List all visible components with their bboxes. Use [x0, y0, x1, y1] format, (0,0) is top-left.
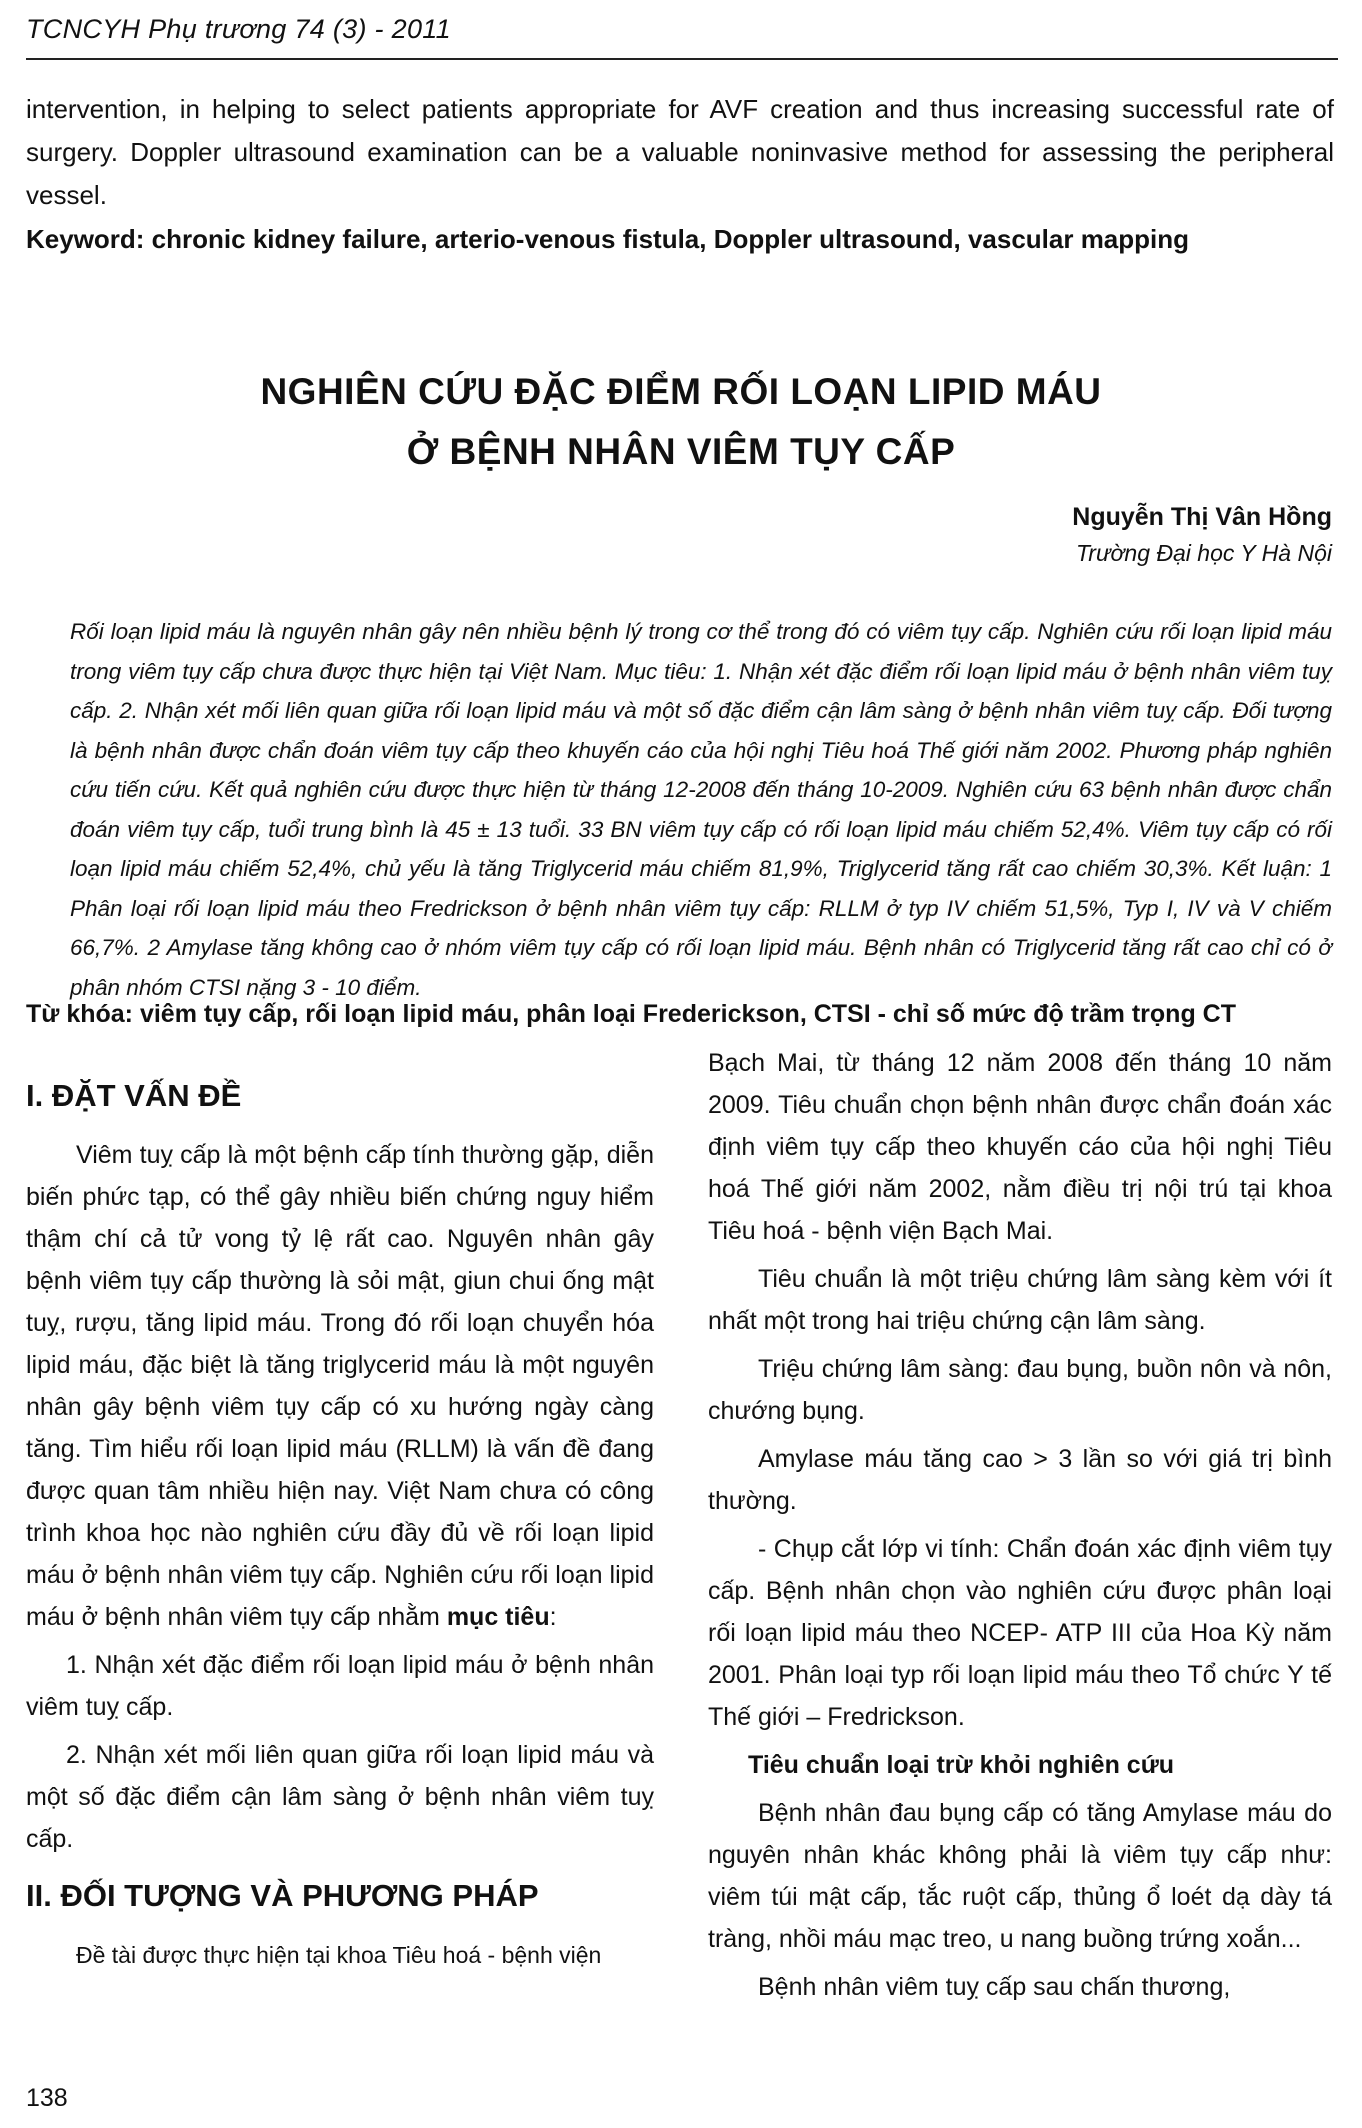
- previous-article-abstract-end: [26, 88, 1334, 217]
- body-paragraph: Bạch Mai, từ tháng 12 năm 2008 đến tháng 10 năm 2009. Tiêu chuẩn chọn bệnh nhân được chẩn đoán xác định viêm tụy cấp theo khuyến cáo của hội nghị Tiêu hoá Thế giới năm 2002, nằm điều trị nội trú tại khoa Tiêu hoá - bệnh viện Bạch Mai.: [708, 1049, 1332, 1245]
- body-paragraph: Bệnh nhân đau bụng cấp có tăng Amylase máu do nguyên nhân khác không phải là viêm tụy cấp như: viêm túi mật cấp, tắc ruột cấp, thủng ổ loét dạ dày tá tràng, nhồi máu mạc treo, u nang buồng trứng xoắn...: [708, 1799, 1332, 1953]
- body-text-end: :: [549, 1603, 557, 1631]
- body-paragraph: Tiêu chuẩn là một triệu chứng lâm sàng kèm với ít nhất một trong hai triệu chứng cận lâm sàng.: [708, 1265, 1332, 1335]
- vietnamese-keywords: Từ khóa: viêm tụy cấp, rối loạn lipid máu, phân loại Frederickson, CTSI - chỉ số mức độ trầm trọng CT: [26, 1000, 1236, 1028]
- body-paragraph: Đề tài được thực hiện tại khoa Tiêu hoá - bệnh viện: [76, 1942, 602, 1968]
- article-title: [0, 362, 1362, 482]
- page-number: 138: [26, 2084, 68, 2112]
- body-paragraph: - Chụp cắt lớp vi tính: Chẩn đoán xác định viêm tụy cấp. Bệnh nhân chọn vào nghiên cứu được phân loại rối loạn lipid máu theo NCEP- ATP III của Hoa Kỳ năm 2001. Phân loại typ rối loạn lipid máu theo Tổ chức Y tế Thế giới – Fredrickson.: [708, 1535, 1332, 1731]
- english-keywords: Keyword: chronic kidney failure, arterio-venous fistula, Doppler ultrasound, vascular mapping: [26, 224, 1190, 254]
- body-paragraph: Triệu chứng lâm sàng: đau bụng, buồn nôn và nôn, chướng bụng.: [708, 1355, 1332, 1425]
- body-text: Viêm tuỵ cấp là một bệnh cấp tính thường gặp, diễn biến phức tạp, có thể gây nhiều biến chứng nguy hiểm thậm chí cả tử vong tỷ lệ rất cao. Nguyên nhân gây bệnh viêm tụy cấp thường là sỏi mật, giun chui ống mật tuỵ, rượu, tăng lipid máu. Trong đó rối loạn chuyển hóa lipid máu, đặc biệt là tăng triglycerid máu là một nguyên nhân gây bệnh viêm tụy cấp có xu hướng ngày càng tăng. Tìm hiểu rối loạn lipid máu (RLLM) là vấn đề đang được quan tâm nhiều hiện nay. Việt Nam chưa có công trình khoa học nào nghiên cứu đầy đủ về rối loạn lipid máu ở bệnh nhân viêm tụy cấp. Nghiên cứu rối loạn lipid máu ở bệnh nhân viêm tụy cấp nhằm: [26, 1141, 654, 1631]
- objective-item-1: 1. Nhận xét đặc điểm rối loạn lipid máu ở bệnh nhân viêm tuỵ cấp.: [26, 1651, 654, 1721]
- objective-item-2: 2. Nhận xét mối liên quan giữa rối loạn lipid máu và một số đặc điểm cận lâm sàng ở bệnh nhân viêm tuỵ cấp.: [26, 1741, 654, 1853]
- body-paragraph: Amylase máu tăng cao > 3 lần so với giá trị bình thường.: [708, 1445, 1332, 1515]
- article-title-line-2: Ở BỆNH NHÂN VIÊM TỤY CẤP: [406, 431, 956, 472]
- left-column: [26, 1060, 654, 1982]
- section-heading-1: I. ĐẶT VẤN ĐỀ: [26, 1078, 242, 1113]
- body-paragraph: [26, 1134, 654, 1638]
- abstract: Rối loạn lipid máu là nguyên nhân gây nên nhiều bệnh lý trong cơ thể trong đó có viêm tụy cấp. Nghiên cứu rối loạn lipid máu trong viêm tụy cấp chưa được thực hiện tại Việt Nam. Mục tiêu: 1. Nhận xét đặc điểm rối loạn lipid máu ở bệnh nhân viêm tuỵ cấp. 2. Nhận xét mối liên quan giữa rối loạn lipid máu và một số đặc điểm cận lâm sàng ở bệnh nhân viêm tuỵ cấp. Đối tượng là bệnh nhân được chẩn đoán viêm tụy cấp theo khuyến cáo của hội nghị Tiêu hoá Thế giới năm 2002. Phương pháp nghiên cứu tiến cứu. Kết quả nghiên cứu được thực hiện từ tháng 12-2008 đến tháng 10-2009. Nghiên cứu 63 bệnh nhân được chẩn đoán viêm tụy cấp, tuổi trung bình là 45 ± 13 tuổi. 33 BN viêm tụy cấp có rối loạn lipid máu chiếm 52,4%. Viêm tụy cấp có rối loạn lipid máu chiếm 52,4%, chủ yếu là tăng Triglycerid máu chiếm 81,9%, Triglycerid tăng rất cao chiếm 30,3%. Kết luận: 1 Phân loại rối loạn lipid máu theo Fredrickson ở bệnh nhân viêm tụy cấp: RLLM ở typ IV chiếm 51,5%, Typ I, IV và V chiếm 66,7%. 2 Amylase tăng không cao ở nhóm viêm tụy cấp có rối loạn lipid máu. Bệnh nhân có Triglycerid tăng rất cao chỉ có ở phân nhóm CTSI nặng 3 - 10 điểm.: [70, 619, 1332, 1000]
- intro-paragraph: intervention, in helping to select patients appropriate for AVF creation and thus increasing successful rate of surgery. Doppler ultrasound examination can be a valuable noninvasive method for assessing the peripheral vessel.: [26, 94, 1334, 210]
- objectives-label: mục tiêu: [446, 1603, 550, 1631]
- subheading-exclusion-criteria: Tiêu chuẩn loại trừ khỏi nghiên cứu: [748, 1751, 1175, 1779]
- section-heading-2: II. ĐỐI TƯỢNG VÀ PHƯƠNG PHÁP: [26, 1878, 539, 1913]
- running-header: TCNCYH Phụ trương 74 (3) - 2011: [26, 14, 451, 44]
- author-affiliation: Trường Đại học Y Hà Nội: [1075, 540, 1332, 566]
- body-paragraph: Bệnh nhân viêm tuỵ cấp sau chấn thương,: [758, 1973, 1231, 2001]
- right-column: [708, 1042, 1332, 2014]
- author-block: [1072, 498, 1332, 570]
- article-title-line-1: NGHIÊN CỨU ĐẶC ĐIỂM RỐI LOẠN LIPID MÁU: [260, 371, 1102, 412]
- header-rule: [26, 58, 1338, 60]
- author-name: Nguyễn Thị Vân Hồng: [1072, 503, 1332, 531]
